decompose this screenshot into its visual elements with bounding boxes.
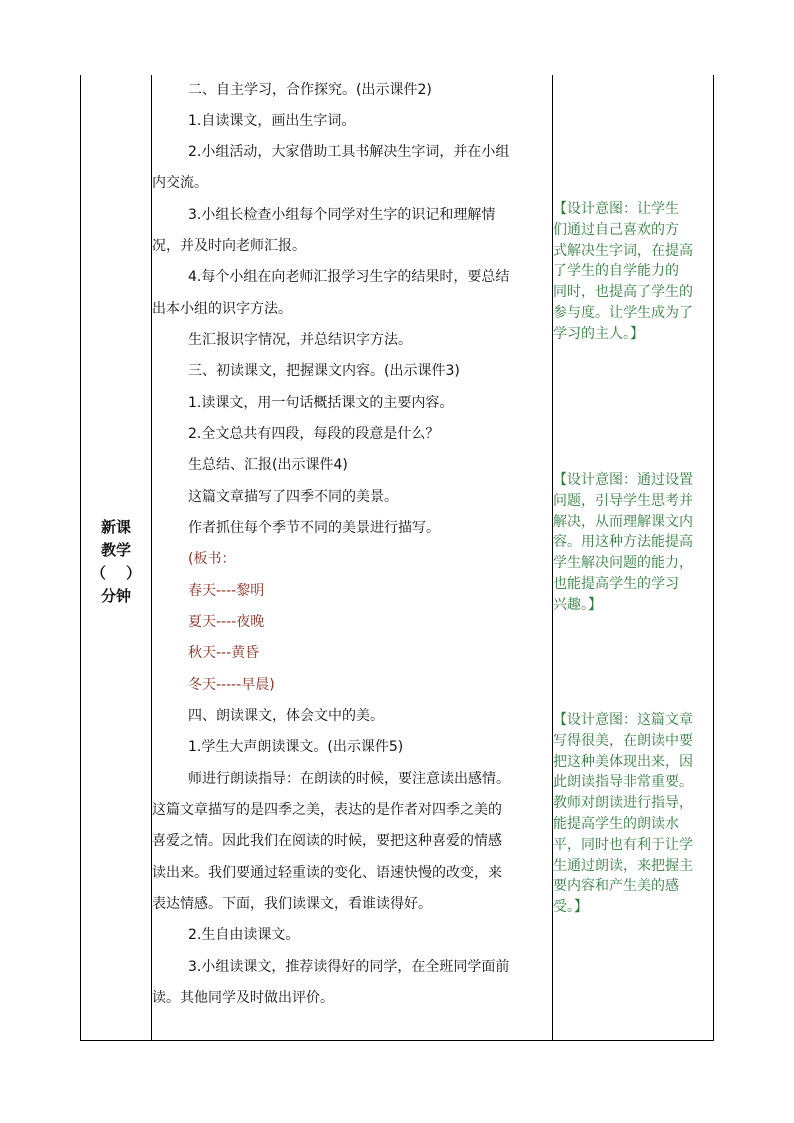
note-line: 学习的主人。】 (553, 325, 644, 342)
note-line: 参与度。让学生成为了 (553, 304, 693, 321)
content-line: 1.自读课文，画出生字词。 (188, 113, 356, 129)
note-line: 要内容和产生美的感 (553, 878, 679, 895)
table-border-right (713, 75, 714, 1041)
note-line: 同时，也提高了学生的 (553, 284, 693, 301)
content-line: 3.小组读课文，推荐读得好的同学，在全班同学面前 (188, 959, 510, 975)
note-line: 把这种美体现出来，因 (553, 753, 693, 770)
content-line: 2.生自由读课文。 (188, 927, 300, 943)
note-line: 了学生的自学能力的 (553, 263, 679, 280)
content-line: 生汇报识字情况，并总结识字方法。 (188, 332, 412, 348)
content-line: 出本小组的识字方法。 (152, 301, 292, 317)
content-line: 1.读课文，用一句话概括课文的主要内容。 (188, 395, 454, 411)
content-line: 读出来。我们要通过轻重读的变化、语速快慢的改变，来 (152, 865, 502, 881)
note-line: 受。】 (553, 899, 588, 916)
note-line: 也能提高学生的学习 (553, 575, 679, 592)
note-line: 此朗读指导非常重要。 (553, 774, 693, 791)
content-line: 生总结、汇报(出示课件4) (188, 457, 348, 473)
note-line: 【设计意图：让学生 (553, 201, 679, 217)
board-writing-open: (板书： (188, 551, 236, 567)
note-line: 学生解决问题的能力， (553, 555, 693, 572)
note-line: 解决，从而理解课文内 (553, 513, 693, 530)
note-line: 们通过自己喜欢的方 (553, 221, 679, 238)
board-writing-line: 春天----黎明 (188, 583, 265, 599)
content-line: 内交流。 (152, 175, 208, 191)
note-line: 【设计意图：这篇文章 (553, 712, 693, 728)
content-line: 4.每个小组在向老师汇报学习生字的结果时，要总结 (188, 269, 510, 285)
table-border-bottom (80, 1040, 714, 1041)
design-note-1 (553, 199, 713, 345)
content-line: 2.全文总共有四段，每段的段意是什么？ (188, 426, 440, 442)
row-label (81, 516, 151, 608)
content-line: 这篇文章描写的是四季之美，表达的是作者对四季之美的 (152, 802, 502, 818)
content-line: 3.小组长检查小组每个同学对生字的识记和理解情 (188, 207, 496, 223)
note-line: 兴趣。】 (553, 596, 602, 613)
paren-open: （ (91, 564, 107, 582)
note-line: 生通过朗读，来把握主 (553, 857, 693, 874)
note-line: 【设计意图：通过设置 (553, 472, 693, 488)
design-note-3 (553, 710, 713, 918)
note-line: 写得很美，在朗读中要 (553, 732, 693, 749)
content-line: 1.学生大声朗读课文。(出示课件5) (188, 739, 404, 755)
row-label-duration (81, 562, 151, 585)
design-note-2 (553, 470, 713, 616)
note-line: 教师对朗读进行指导， (553, 795, 693, 812)
paren-close: ） (125, 564, 141, 582)
board-writing-line: 秋天---黄昏 (188, 645, 260, 661)
note-line: 能提高学生的朗读水 (553, 815, 679, 832)
note-line: 容。用这种方法能提高 (553, 534, 693, 551)
section-heading: 四、朗读课文，体会文中的美。 (188, 708, 384, 724)
content-line: 况，并及时向老师汇报。 (152, 238, 306, 254)
content-line: 作者抓住每个季节不同的美景进行描写。 (188, 520, 440, 536)
content-line: 喜爱之情。因此我们在阅读的时候，要把这种喜爱的情感 (152, 833, 502, 849)
content-line: 读。其他同学及时做出评价。 (152, 990, 334, 1006)
section-heading: 三、初读课文，把握课文内容。(出示课件3) (188, 363, 460, 379)
content-line: 2.小组活动，大家借助工具书解决生字词，并在小组 (188, 144, 510, 160)
content-line: 表达情感。下面，我们读课文，看谁读得好。 (152, 896, 432, 912)
row-label-line4: 分钟 (100, 587, 131, 605)
section-heading: 二、自主学习，合作探究。(出示课件2) (188, 82, 432, 98)
note-line: 问题，引导学生思考并 (553, 492, 693, 509)
note-line: 平，同时也有利于让学 (553, 836, 693, 853)
content-line: 这篇文章描写了四季不同的美景。 (188, 489, 398, 505)
board-writing-line: 冬天-----早晨) (188, 677, 275, 693)
board-writing-line: 夏天----夜晚 (188, 614, 265, 630)
note-line: 式解决生字词，在提高 (553, 242, 693, 259)
row-label-line2: 教学 (100, 541, 131, 559)
row-label-line1: 新课 (100, 518, 131, 536)
content-line: 师进行朗读指导：在朗读的时候，要注意读出感情。 (188, 771, 510, 787)
